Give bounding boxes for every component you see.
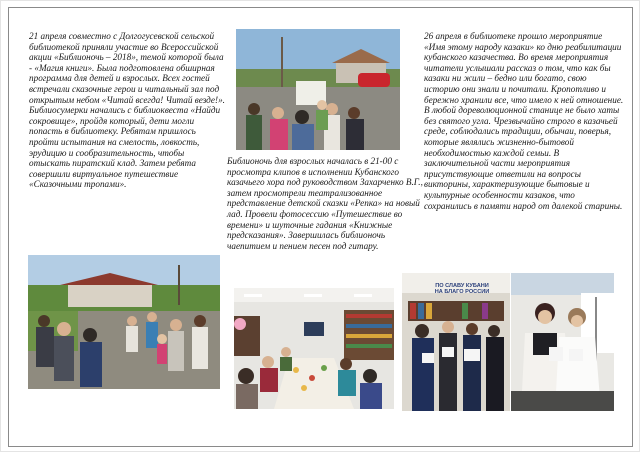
paragraph-bibliognight-adults: Библионочь для взрослых началась в 21-00 с просмотра клипов в исполнении Кубанского казачьего хора под руководством Захарченко В.Г., затем просмотрели театрализованное представление детской сказки «Репка» на новый лад. Провели фотосессию «Путешествие во времени» и шуточные гадания «Книжные предсказания». Завершилась библионочь чаепитием и пением песен под гитару.: [227, 156, 423, 251]
photo-kids-quest-yard: [28, 255, 220, 389]
paragraph-cossacks-event: 26 апреля в библиотеке прошло мероприятие «Имя этому народу казаки» ко дню реабилитации кубанского казачества. Во время мероприятия читатели услышали рассказ о том, что как бы казаки ни жили – бедно или богато, свою историю они знали и почитали. Кропотливо и бережно хранили все, что имело к ней отношение. В любой дореволюционной станице не было хаты без святого угла. Чрезвычайно строго в казачьей среде, соблюдались традиции, обычаи, поверья, которые являлись жизненно-бытовой необходимостью каждой семьи. В заключительной части мероприятия присутствующие ответили на вопросы викторины, характеризующие бытовые и культурные особенности казаков, что сохранились в памяти народ от далекой старины.: [424, 31, 624, 211]
banner-line-1: ПО СЛАВУ КУБАНИ: [435, 283, 489, 289]
paragraph-bibliognight-kids: 21 апреля совместно с Долгогусевской сельской библиотекой приняли участие во Всероссийской акции «Библионочь – 2018», темой которой была - «Магия книги». Была подготовлена обширная программа для детей и взрослых. Всех гостей встречали сказочные герои и читальный зал под открытым небом «Читай всегда! Читай везде!». Библиосумерки начались с библиоквеста «Найди сокровище», пройдя который, дети могли попасть в библиотеку. Ребятам пришлось пройти испытания на смелость, ловкость, эрудицию и сообразительность, чтобы отыскать пиратский клад. Затем ребята совершили виртуальное путешествие «Сказочными тропами».: [29, 31, 225, 190]
photo-two-women: [511, 273, 614, 411]
photo-students-quiz: [402, 273, 510, 411]
photo-street-gathering: [236, 29, 400, 150]
photo-tea-party: [234, 288, 394, 409]
banner-line-2: НА БЛАГО РОССИИ: [434, 289, 490, 296]
library-banner: [420, 283, 504, 296]
